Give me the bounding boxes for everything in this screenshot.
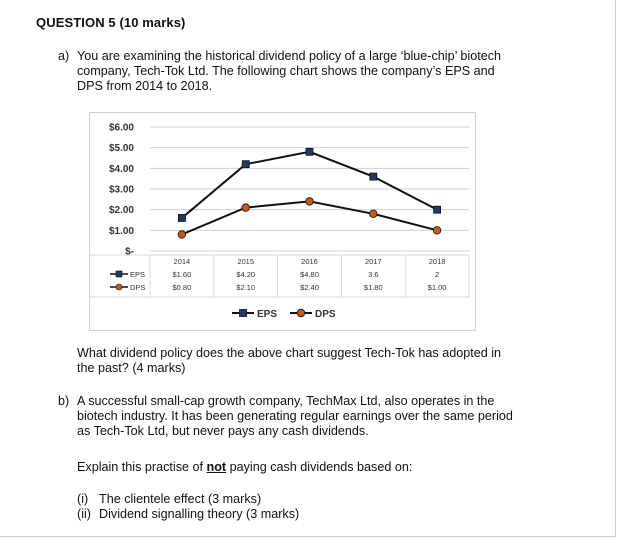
part-b-line: biotech industry. It has been generating regular earnings over the same period xyxy=(77,409,513,423)
table-cell-value: $1.60 xyxy=(172,270,192,279)
explain-instruction xyxy=(77,460,412,475)
table-cell-value: $0.80 xyxy=(172,283,192,292)
part-a-question-line: What dividend policy does the above chart suggest Tech-Tok has adopted in xyxy=(77,346,502,360)
table-series-name: EPS xyxy=(130,270,146,279)
eps-dps-chart xyxy=(89,112,476,331)
part-a-line: You are examining the historical dividend policy of a large ‘blue-chip’ biotech xyxy=(77,49,502,63)
part-a-line: DPS from 2014 to 2018. xyxy=(77,79,213,93)
legend-marker xyxy=(297,309,305,317)
part-b-text xyxy=(77,394,513,439)
sub-item-text: Dividend signalling theory (3 marks) xyxy=(99,507,300,521)
table-series-name: DPS xyxy=(130,283,146,292)
question-heading: QUESTION 5 (10 marks) xyxy=(36,15,186,30)
part-a-question xyxy=(77,346,501,376)
part-b-line: as Tech-Tok Ltd, but never pays any cash dividends. xyxy=(77,424,369,438)
table-cell-value: 3.6 xyxy=(368,270,379,279)
table-cell-value: $2.40 xyxy=(300,283,319,292)
table-legend-marker xyxy=(116,284,122,290)
sub-item-ii xyxy=(77,507,299,522)
sub-item-i xyxy=(77,492,299,507)
sub-items xyxy=(77,492,299,522)
table-cell-value: $1.80 xyxy=(363,283,383,292)
x-category-label: 2018 xyxy=(428,257,446,266)
eps-point xyxy=(178,214,185,221)
table-cell-value: $2.10 xyxy=(236,283,256,292)
x-category-label: 2017 xyxy=(364,257,382,266)
series-line-dps xyxy=(182,201,437,234)
sub-item-label: (ii) xyxy=(77,507,91,521)
part-a-question-line: the past? (4 marks) xyxy=(77,361,186,375)
part-b-line: A successful small-cap growth company, TechMax Ltd, also operates in the xyxy=(77,394,495,408)
dps-point xyxy=(178,231,186,239)
explain-suffix: paying cash dividends based on: xyxy=(226,460,413,474)
y-tick-label: $4.00 xyxy=(108,163,134,175)
table-cell-value: $1.00 xyxy=(427,283,447,292)
part-a-line: company, Tech-Tok Ltd. The following chart shows the company’s EPS and xyxy=(77,64,495,78)
part-a-text xyxy=(77,49,501,94)
explain-prefix: Explain this practise of xyxy=(77,460,207,474)
dps-point xyxy=(370,210,378,218)
y-tick-label: $5.00 xyxy=(108,143,134,155)
y-tick-label: $6.00 xyxy=(108,122,134,134)
explain-emphasis: not xyxy=(206,460,227,474)
eps-point xyxy=(306,148,313,155)
sub-item-text: The clientele effect (3 marks) xyxy=(99,492,262,506)
legend-label: EPS xyxy=(257,309,278,320)
x-category-label: 2014 xyxy=(173,257,191,266)
sub-item-label: (i) xyxy=(77,492,89,506)
dps-point xyxy=(242,204,250,212)
eps-point xyxy=(370,173,377,180)
dps-point xyxy=(433,227,441,235)
table-cell-value: $4.20 xyxy=(236,270,256,279)
y-tick-label: $1.00 xyxy=(108,225,134,237)
legend-marker xyxy=(240,310,247,317)
part-b-label: b) xyxy=(58,394,70,408)
y-tick-label: $3.00 xyxy=(108,184,134,196)
eps-point xyxy=(242,161,249,168)
y-tick-label: $2.00 xyxy=(108,205,134,217)
x-category-label: 2016 xyxy=(301,257,318,266)
part-a-label: a) xyxy=(58,49,70,63)
y-tick-label: $- xyxy=(125,246,134,258)
legend-label: DPS xyxy=(315,309,336,320)
table-legend-marker xyxy=(116,271,122,277)
series-line-eps xyxy=(182,152,437,218)
chart-svg xyxy=(90,113,475,330)
x-category-label: 2015 xyxy=(237,257,255,266)
eps-point xyxy=(434,206,441,213)
table-cell-value: $4.80 xyxy=(300,270,319,279)
table-cell-value: 2 xyxy=(435,270,440,279)
dps-point xyxy=(306,198,314,206)
